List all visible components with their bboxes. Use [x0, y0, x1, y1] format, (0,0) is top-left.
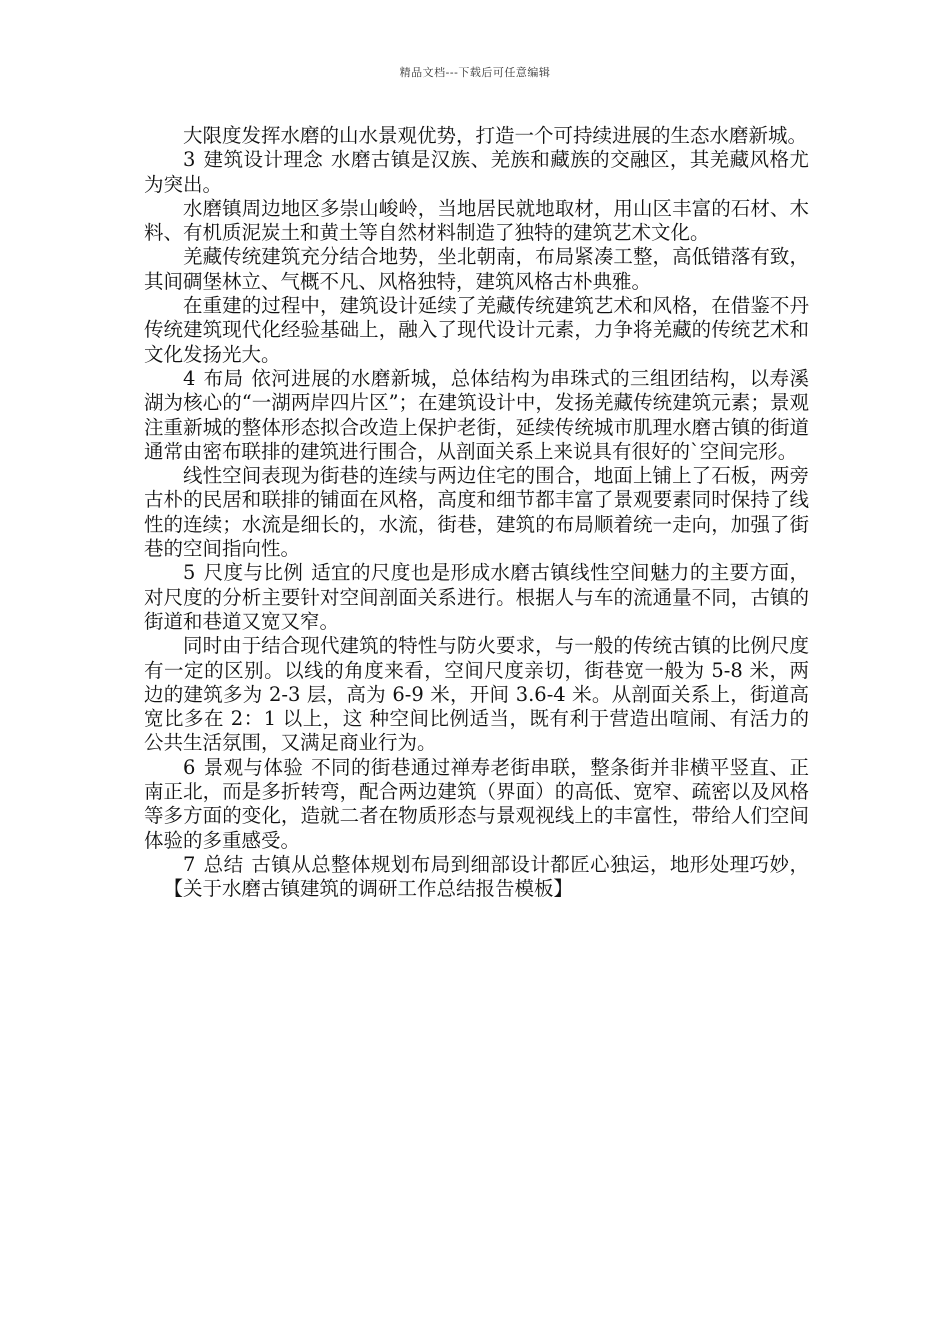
- paragraph-text: 羌藏传统建筑充分结合地势，坐北朝南，布局紧凑工整，高低错落有致，其间碉堡林立、气概不凡、风格独特，建筑风格古朴典雅。: [144, 245, 809, 293]
- section-title: 景观与体验: [203, 755, 304, 779]
- paragraph-text: 线性空间表现为街巷的连续与两边住宅的围合，地面上铺上了石板，两旁古朴的民居和联排的铺面在风格，高度和细节都丰富了景观要素同时保持了线性的连续；水流是细长的，水流，街巷，建筑的布局顺着统一走向，加强了街巷的空间指向性。: [144, 464, 809, 561]
- paragraph-text: 不同的街巷通过禅寿老街串联，整条街并非横平竖直、正南正北，而是多折转弯，配合两边建筑（界面）的高低、宽窄、疏密以及风格等多方面的变化，造就二者在物质形态与景观视线上的丰富性，带给人们空间体验的多重感受。: [144, 755, 809, 852]
- section-paragraph: [144, 561, 809, 634]
- paragraph-text: 古镇从总整体规划布局到细部设计都匠心独运，地形处理巧妙，: [251, 852, 809, 876]
- section-number: 5: [183, 561, 196, 585]
- section-number: 4: [183, 366, 196, 390]
- section-title: 布局: [203, 366, 244, 390]
- section-title: 建筑设计理念: [203, 148, 324, 172]
- document-title-link: 【关于水磨古镇建筑的调研工作总结报告模板】: [163, 877, 574, 901]
- paragraph-text: 适宜的尺度也是形成水磨古镇线性空间魅力的主要方面，对尺度的分析主要针对空间剖面关系进行。根据人与车的流通量不同，古镇的街道和巷道又宽又窄。: [144, 561, 809, 633]
- section-paragraph: [144, 853, 809, 902]
- section-number: 6: [183, 755, 196, 779]
- paragraph-text: 同时由于结合现代建筑的特性与防火要求，与一般的传统古镇的比例尺度有一定的区别。以线的角度来看，空间尺度亲切，街巷宽一般为 5-8 米，两边的建筑多为 2-3 层，高为 6-9 米，开间 3.6-4 米。从剖面关系上，街道高宽比多在 2：1 以上，这 种空间比例适当，既有利于营造出喧闹、有活力的公共生活氛围，又满足商业行为。: [144, 634, 809, 755]
- section-title: 尺度与比例: [203, 561, 304, 585]
- section-paragraph: [144, 367, 809, 464]
- document-body: [144, 124, 809, 902]
- paragraph-text: 水磨镇周边地区多崇山峻岭，当地居民就地取材，用山区丰富的石材、木料、有机质泥炭土和黄土等自然材料制造了独特的建筑艺术文化。: [144, 196, 809, 245]
- paragraph: [144, 464, 809, 561]
- paragraph-text: 依河进展的水磨新城，总体结构为串珠式的三组团结构，以寿溪湖为核心的“一湖两岸四片区”；在建筑设计中，发扬羌藏传统建筑元素；景观注重新城的整体形态拟合改造上保护老街，延续传统城市肌理水磨古镇的街道通常由密布联排的建筑进行围合，从剖面关系上来说具有很好的`空间完形。: [144, 366, 809, 463]
- paragraph: [144, 124, 809, 148]
- paragraph-text: 大限度发挥水磨的山水景观优势，打造一个可持续进展的生态水磨新城。: [183, 124, 808, 147]
- paragraph-text: 水磨古镇是汉族、羌族和藏族的交融区，其羌藏风格尤为突出。: [144, 148, 809, 196]
- page-header: 精品文档---下载后可任意编辑: [399, 66, 551, 79]
- section-number: 7: [183, 852, 196, 876]
- section-paragraph: [144, 756, 809, 853]
- paragraph: [144, 197, 809, 246]
- section-paragraph: [144, 148, 809, 197]
- paragraph-text: 在重建的过程中，建筑设计延续了羌藏传统建筑艺术和风格，在借鉴不丹传统建筑现代化经验基础上，融入了现代设计元素，力争将羌藏的传统艺术和文化发扬光大。: [144, 294, 809, 366]
- paragraph: [144, 294, 809, 367]
- paragraph: [144, 634, 809, 755]
- section-title: 总结: [203, 852, 244, 876]
- section-number: 3: [183, 148, 196, 172]
- paragraph: [144, 245, 809, 294]
